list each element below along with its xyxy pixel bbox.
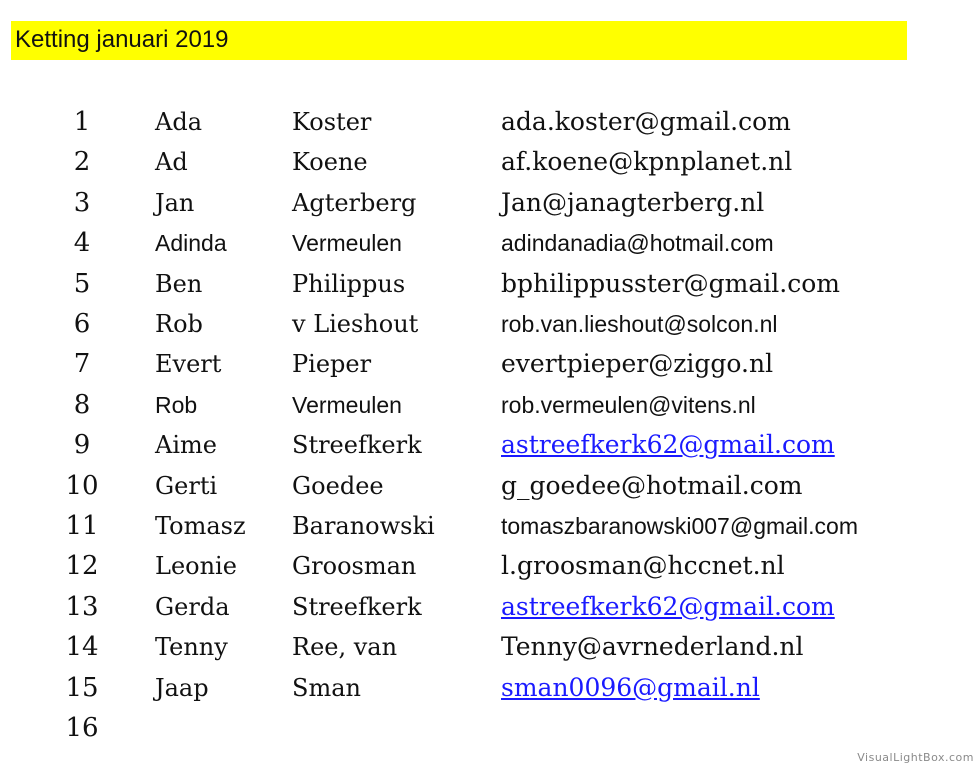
row-number: 8: [73, 389, 91, 420]
row-number: 16: [65, 713, 99, 743]
row-number: 7: [73, 349, 91, 380]
table-row: [0, 385, 980, 425]
email-link[interactable]: sman0096@gmail.nl: [501, 672, 760, 702]
last-name: Vermeulen: [292, 230, 402, 257]
page-title: Ketting januari 2019: [15, 26, 229, 53]
table-row: [0, 627, 980, 667]
last-name: Koster: [292, 108, 372, 136]
table-row: [0, 466, 980, 506]
email-address: af.koene@kpnplanet.nl: [501, 147, 793, 177]
last-name: v Lieshout: [292, 310, 419, 338]
row-number: 2: [73, 147, 91, 178]
last-name: Koene: [292, 148, 368, 177]
email-address: rob.van.lieshout@solcon.nl: [501, 311, 778, 337]
last-name: Streefkerk: [292, 592, 422, 621]
last-name: Vermeulen: [292, 391, 402, 418]
last-name: Agterberg: [292, 188, 417, 217]
first-name: Leonie: [155, 552, 237, 581]
row-number: 11: [65, 511, 99, 541]
email-address: bphilippusster@gmail.com: [501, 268, 840, 298]
watermark: VisualLightBox.com: [857, 751, 974, 764]
last-name: Sman: [292, 673, 361, 702]
table-row: [0, 223, 980, 263]
first-name: Jan: [155, 188, 195, 217]
email-address: Tenny@avrnederland.nl: [501, 632, 804, 662]
last-name: Baranowski: [292, 512, 435, 540]
row-number: 13: [65, 591, 99, 622]
email-address: tomaszbaranowski007@gmail.com: [501, 513, 858, 539]
first-name: Ada: [155, 108, 203, 136]
table-row: [0, 425, 980, 465]
last-name: Philippus: [292, 269, 406, 298]
table-row: [0, 344, 980, 384]
row-number: 4: [73, 228, 91, 259]
last-name: Streefkerk: [292, 431, 422, 460]
table-row: [0, 546, 980, 586]
first-name: Rob: [155, 310, 203, 338]
last-name: Groosman: [292, 552, 417, 581]
table-row: [0, 506, 980, 546]
email-address: g_goedee@hotmail.com: [501, 470, 803, 500]
row-number: 15: [65, 672, 99, 703]
row-number: 5: [73, 268, 91, 299]
last-name: Ree, van: [292, 633, 398, 662]
row-number: 1: [73, 107, 91, 137]
row-number: 12: [65, 551, 99, 582]
table-row: [0, 708, 980, 748]
first-name: Ad: [155, 148, 188, 177]
first-name: Aime: [155, 431, 217, 460]
email-address: adindanadia@hotmail.com: [501, 230, 774, 257]
last-name: Goedee: [292, 471, 384, 500]
first-name: Ben: [155, 269, 203, 298]
row-number: 6: [73, 309, 91, 339]
email-address: rob.vermeulen@vitens.nl: [501, 391, 756, 418]
email-address: Jan@janagterberg.nl: [501, 187, 765, 217]
email-address: l.groosman@hccnet.nl: [501, 551, 785, 581]
table-row: [0, 304, 980, 344]
table-row: [0, 587, 980, 627]
email-address: evertpieper@ziggo.nl: [501, 349, 774, 379]
email-address: ada.koster@gmail.com: [501, 107, 791, 136]
first-name: Gerti: [155, 471, 218, 500]
table-row: [0, 183, 980, 223]
first-name: Tenny: [155, 633, 228, 662]
email-link[interactable]: astreefkerk62@gmail.com: [501, 591, 835, 621]
first-name: Jaap: [155, 673, 209, 702]
first-name: Adinda: [155, 230, 227, 257]
table-row: [0, 668, 980, 708]
row-number: 14: [65, 632, 99, 663]
table-row: [0, 102, 980, 142]
first-name: Tomasz: [155, 512, 246, 540]
row-number: 3: [73, 187, 91, 218]
email-link[interactable]: astreefkerk62@gmail.com: [501, 430, 835, 460]
first-name: Evert: [155, 350, 222, 379]
row-number: 9: [73, 430, 91, 461]
table-row: [0, 264, 980, 304]
last-name: Pieper: [292, 350, 372, 379]
first-name: Rob: [155, 391, 198, 418]
table-row: [0, 142, 980, 182]
row-number: 10: [65, 470, 99, 501]
first-name: Gerda: [155, 592, 230, 621]
